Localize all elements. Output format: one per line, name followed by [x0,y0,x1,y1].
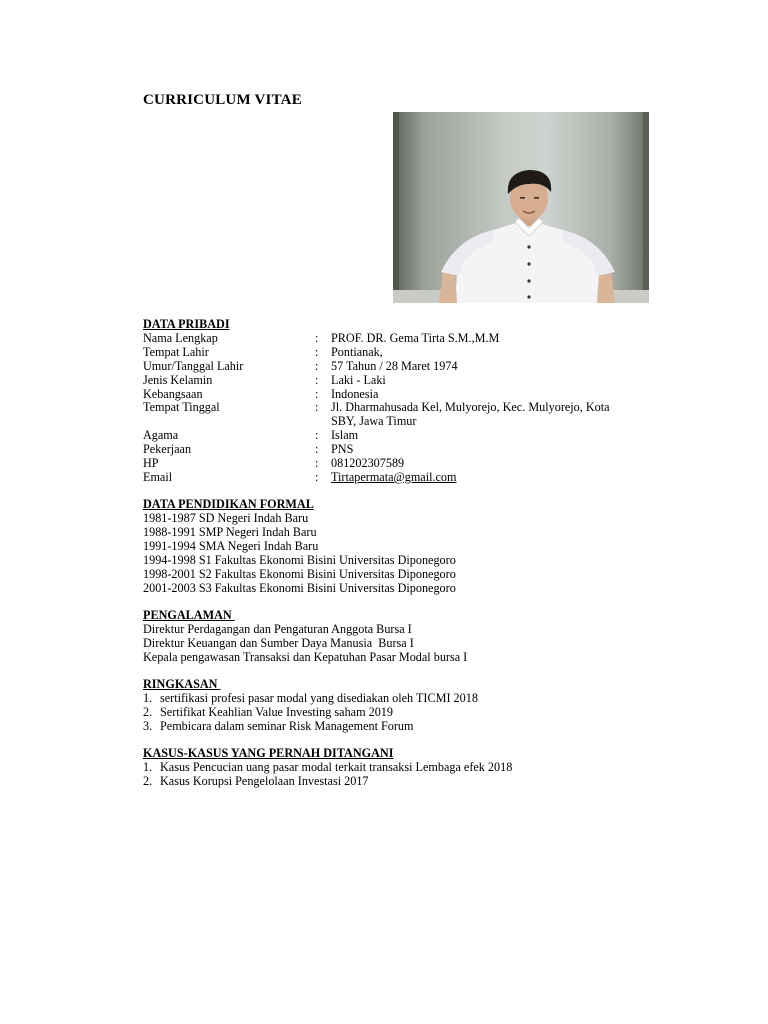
personal-row-pekerjaan [143,443,613,457]
experience-item: Direktur Perdagangan dan Pengaturan Anggota Bursa I [143,622,412,637]
data-pribadi-heading: DATA PRIBADI [143,317,230,331]
education-item: 1998-2001 S2 Fakultas Ekonomi Bisini Universitas Diponegoro [143,566,456,581]
row-label: Nama Lengkap [143,330,218,345]
row-colon: : [315,372,319,387]
cv-content [143,318,613,803]
education-item: 1994-1998 S1 Fakultas Ekonomi Bisini Universitas Diponegoro [143,553,456,567]
item-number: 2. [143,705,153,720]
kasus-heading: KASUS-KASUS YANG PERNAH DITANGANI [143,746,394,761]
item-number: 1. [143,760,153,775]
item-text: Kasus Korupsi Pengelolaan Investasi 2017 [160,774,369,789]
section-kasus [143,747,613,789]
personal-row-kebangsaan [143,388,613,402]
case-item [143,761,613,775]
row-label: Umur/Tanggal Lahir [143,358,244,373]
item-text: Sertifikat Keahlian Value Investing saham 2019 [160,705,393,720]
personal-row-tempat-lahir [143,346,613,360]
row-label: Pekerjaan [143,442,192,457]
row-colon: : [315,428,319,443]
row-value: Islam [331,428,359,443]
summary-item [143,692,613,706]
item-number: 1. [143,691,153,706]
row-value: PROF. DR. Gema Tirta S.M.,M.M [331,330,500,345]
item-number: 3. [143,719,153,734]
item-text: Kasus Pencucian uang pasar modal terkait transaksi Lembaga efek 2018 [160,760,513,775]
experience-item: Kepala pengawasan Transaksi dan Kepatuhan Pasar Modal bursa I [143,649,468,664]
item-text: sertifikasi profesi pasar modal yang disediakan oleh TICMI 2018 [160,691,478,706]
row-colon: : [315,400,319,415]
education-item: 2001-2003 S3 Fakultas Ekonomi Bisini Universitas Diponegoro [143,580,456,595]
section-data-pribadi [143,318,613,485]
personal-row-agama [143,429,613,443]
row-value: 081202307589 [331,456,405,471]
personal-row-email [143,471,613,485]
row-label: Tempat Tinggal [143,400,220,415]
item-number: 2. [143,774,153,789]
ringkasan-heading: RINGKASAN [143,677,221,692]
pendidikan-heading: DATA PENDIDIKAN FORMAL [143,497,314,512]
summary-item [143,706,613,720]
section-pendidikan [143,498,613,595]
row-value: Jl. Dharmahusada Kel, Mulyorejo, Kec. Mulyorejo, Kota SBY, Jawa Timur [331,400,610,429]
row-value: Laki - Laki [331,372,386,387]
row-value: Pontianak, [331,344,383,359]
row-label: Agama [143,428,179,443]
education-item: 1981-1987 SD Negeri Indah Baru [143,511,309,526]
profile-photo [393,112,649,303]
education-item: 1988-1991 SMP Negeri Indah Baru [143,525,317,540]
row-colon: : [315,442,319,457]
row-colon: : [315,330,319,345]
personal-row-jenis-kelamin [143,374,613,388]
row-colon: : [315,469,319,484]
pengalaman-heading: PENGALAMAN [143,608,235,623]
row-label: Jenis Kelamin [143,372,213,387]
row-value: Indonesia [331,386,379,401]
row-colon: : [315,358,319,373]
summary-item [143,720,613,734]
section-ringkasan [143,678,613,734]
row-label: Tempat Lahir [143,344,209,359]
personal-row-nama [143,332,613,346]
email-link[interactable]: Tirtapermata@gmail.com [331,469,457,484]
item-text: Pembicara dalam seminar Risk Management Forum [160,719,414,734]
section-pengalaman [143,609,613,665]
row-colon: : [315,456,319,471]
education-item: 1991-1994 SMA Negeri Indah Baru [143,539,319,554]
row-label: Email [143,469,173,484]
page-title: CURRICULUM VITAE [143,92,302,108]
experience-item: Direktur Keuangan dan Sumber Daya Manusia Bursa I [143,636,414,651]
row-value: 57 Tahun / 28 Maret 1974 [331,358,458,373]
case-item [143,775,613,789]
row-colon: : [315,386,319,401]
personal-row-hp [143,457,613,471]
row-colon: : [315,344,319,359]
row-label: Kebangsaan [143,386,203,401]
row-value: PNS [331,442,354,457]
personal-row-tempat-tinggal [143,401,613,429]
personal-row-umur [143,360,613,374]
row-label: HP [143,456,159,471]
